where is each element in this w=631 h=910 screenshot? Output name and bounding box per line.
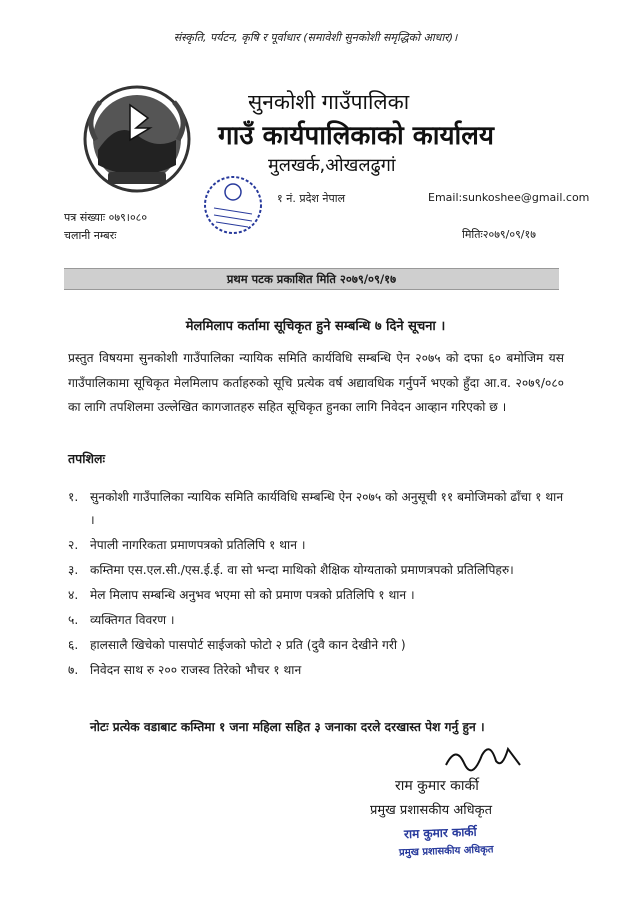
province-label: १ नं. प्रदेश नेपाल [277,192,346,205]
list-item [68,609,568,632]
signatory-name: राम कुमार कार्की [395,778,479,794]
org-name: सुनकोशी गाउँपालिका [248,90,410,114]
item-text: निवेदन साथ रु २०० राजस्व तिरेको भौचर १ थान [90,663,302,677]
item-text: कम्तिमा एस.एल.सी./एस.ई.ई. वा सो भन्दा माथिको शैक्षिक योग्यताको प्रमाणत्रपको प्रतिलिपिहरु। [90,563,514,577]
item-number: ४. [68,588,79,602]
item-text: व्यक्तिगत विवरण । [90,613,175,627]
notice-note: नोटः प्रत्येक वडाबाट कम्तिमा १ जना महिला सहित ३ जनाका दरले दरखास्त पेश गर्नु हुन । [90,720,485,734]
item-text: हालसालै खिचेको पासपोर्ट साईजको फोटो २ प्रति (दुवै कान देखीने गरी ) [90,638,406,652]
item-number: ३. [68,563,79,577]
requirements-list [68,486,568,684]
item-number: ५. [68,613,79,627]
reference-block [64,209,147,245]
item-number: १. [68,490,79,504]
details-heading: तपशिलः [68,451,105,466]
item-number: २. [68,538,79,552]
office-address: मुलखर्क,ओखलढुगां [268,155,396,176]
item-text: नेपाली नागरिकता प्रमाणपत्रको प्रतिलिपि १ थान । [90,538,306,552]
item-text: मेल मिलाप सम्बन्धि अनुभव भएमा सो को प्रमाण पत्रको प्रतिलिपि १ थान । [90,588,415,602]
stamp-name: राम कुमार कार्की [403,824,477,842]
dispatch-number: चलानी नम्बरः [64,229,117,242]
item-number: ७. [68,663,79,677]
list-item [68,659,568,682]
signature-icon [438,735,528,775]
nepal-emblem-icon [78,80,196,198]
list-item [68,486,568,532]
signatory-title: प्रमुख प्रशासकीय अधिकृत [370,803,493,818]
item-number: ६. [68,638,79,652]
office-name: गाउँ कार्यपालिकाको कार्यालय [218,121,494,151]
item-text: सुनकोशी गाउँपालिका न्यायिक समिति कार्यविधि सम्बन्धि ऐन २०७५ को अनुसूची ११ बमोजिमको ढाँचा १ थान । [90,490,564,527]
list-item [68,634,568,657]
notice-body: प्रस्तुत विषयमा सुनकोशी गाउँपालिका न्यायिक समिति कार्यविधि सम्बन्धि ऐन २०७५ को दफा ६० बमोजिम यस गाउँपालिकामा सूचिकृत मेलमिलाप कर्ताहरुको सूचि प्रत्येक वर्ष अद्यावधिक गर्नुपर्ने भएको हुँदा आ.व. २०७९/०८० का लागि तपशिलमा उल्लेखित कागजातहरु सहित सूचिकृत हुनका लागि निवेदन आव्हान गरिएको छ । [68,351,564,414]
notice-subject: मेलमिलाप कर्तामा सूचिकृत हुने सम्बन्धि ७ दिने सूचना । [185,319,446,334]
letter-date: मितिः२०७९/०९/१७ [462,228,536,241]
motto: संस्कृति, पर्यटन, कृषि र पूर्वाधार (समावेशी सुनकोशी समृद्धिको आधार)। [173,31,458,44]
stamp-title: प्रमुख प्रशासकीय अधिकृत [398,844,494,859]
list-item [68,534,568,557]
letter-number: पत्र संख्याः ०७९।०८० [64,211,148,224]
published-date-bar: प्रथम पटक प्रकाशित मिति २०७९/०९/१७ [64,268,559,290]
office-email: Email:sunkoshee@gmail.com [428,191,590,204]
list-item [68,584,568,607]
office-seal-icon [198,170,268,240]
list-item [68,559,568,582]
